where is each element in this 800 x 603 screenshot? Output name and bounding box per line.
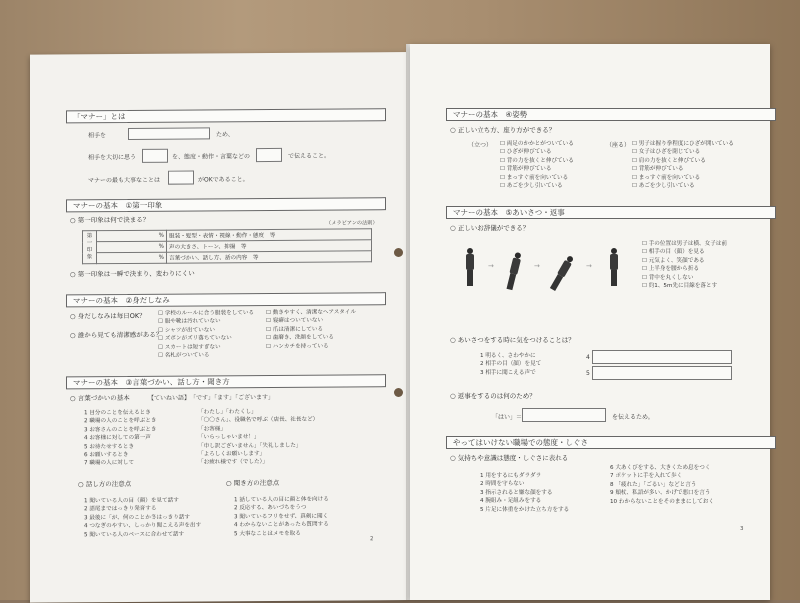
sitting-checklist [632,140,734,190]
checklist-item: ☐ 両足のかかとがついている [500,140,574,148]
sit-label: （座る） [606,142,631,149]
list-item: 「いらっしゃいませ！」 [198,434,260,441]
section-title-first-impression: マナーの基本 ①第一印象 [66,197,386,212]
checklist-item: ☐ 背筋が伸びている [632,165,734,173]
list-item: 1 用をするにもダラダラ [480,473,542,479]
checklist-item: ☐ 寝癖はついていない [266,317,356,326]
bad-behaviors-2 [610,464,714,506]
list-item: 3 お客さんのことを呼ぶとき [84,426,157,434]
answer-box [592,366,732,380]
checklist-item: ☐ 名札がついている [158,351,254,360]
language-expressions [198,408,318,468]
list-item: 6 お願いするとき [84,451,129,459]
question-first-impression: ○ 第一印象は何で決まる？ [70,215,150,225]
blank-box [128,127,210,140]
hai-label: 「はい」＝ [492,414,523,421]
list-item: 2 語尾まではっきり発音する [84,506,157,513]
list-item: 1 目分のことを伝えるとき [84,409,151,417]
list-item: 2 相手の目（顔）を見て [480,361,542,368]
list-item: 5 大事なことはメモを取る [234,530,301,537]
list-item: 1 話している人の目に顔と体を向ける [234,496,329,504]
list-item: 3 聞いているフリをせず、真剣に聞く [234,513,329,521]
bow-checklist [642,240,727,290]
listening-tips-heading: ○ 聞き方の注意点 [226,478,280,488]
checklist-item: ☐ 男子は握り拳程度にひざが開いている [632,140,734,148]
list-item: 3 指示されると嫌な顔をする [480,489,553,496]
list-item: 「申し訳ございません」「失礼しました」 [198,442,302,450]
teinei-line: 【ていねい語】 「です」「ます」「ございます」 [148,393,275,402]
list-item: 2 職場の人のことを呼ぶとき [84,418,157,425]
manner-line3-b: がOKであること。 [198,176,249,184]
manner-line2-a: 相手を大切に思う [88,153,137,162]
bow-figure-light [506,252,523,291]
section-title-posture: マナーの基本 ④姿勢 [446,108,776,121]
section-title-manner: 「マナー」とは [66,108,386,123]
checklist-item: ☐ 動きやすく、清潔なヘアスタイル [266,308,356,317]
list-item: 1 聞いている人の目（顔）を見て話す [84,497,179,505]
checklist-item: ☐ あごを少し引いている [632,182,734,190]
attitude-note: ○ 気持ちや意識は態度・しぐさに表れる [450,454,569,462]
question-reply: ○ 返事をするのは何のため？ [450,392,536,400]
pct-cell: % [97,230,167,241]
checklist-item: ☐ 上半身を腰から折る [642,265,727,273]
question-language: ○ 言葉づかいの基本 [70,393,130,403]
list-item: 「お客様」 [198,426,226,433]
list-item: 「〇〇さん」、役職名で呼ぶ（店長、社長など） [198,417,319,424]
checklist-item: ☐ 背中を丸くしない [642,274,727,282]
blank-box [256,148,282,162]
list-item: 4 わからないことがあったら質問する [234,521,329,529]
arrow-icon: → [534,262,540,270]
question-cleanliness: ○ 誰から見ても清潔感がある？ [70,330,163,340]
blank-box [168,171,194,185]
question-greeting-tips: ○ あいさつをする時に気をつけることは？ [450,336,575,344]
arrow-icon: → [488,262,494,270]
table-side-label: 第一印象 [83,231,97,264]
blank-box [142,149,168,163]
question-bow: ○ 正しいお辞儀ができる？ [450,224,530,232]
list-item: 5 聞いている人のペースに合わせて話す [84,531,185,538]
list-item: 2 時間を守らない [480,481,525,488]
manner-line1-prefix: 相手を [88,132,107,140]
checklist-item: ☐ まっすぐ前を向いている [632,174,734,182]
grooming-checklist-1 [158,309,254,360]
page-number: 2 [370,536,374,543]
binder-hole [394,248,403,257]
checklist-item: ☐ 背筋が伸びている [500,165,574,173]
page-number: 3 [740,526,744,532]
speaking-tips [84,496,201,539]
checklist-item: ☐ 相手の目（顔）を見る [642,248,727,256]
impression-row: 言葉づかい、話し方、話の内容 等 [167,251,372,263]
hai-suffix: を伝えるため。 [612,414,654,421]
checklist-item: ☐ まっすぐ前を向いている [500,174,574,182]
answer-box [592,350,732,364]
checklist-item: ☐ 元気よく、笑顔である [642,257,727,265]
list-item: 「お疲れ様です（でした）」 [198,459,268,466]
section-title-grooming: マナーの基本 ②身だしなみ [66,292,386,307]
checklist-item: ☐ シャツが出ていない [158,326,254,335]
checklist-item: ☐ 手の位置は男子は横、女子は前 [642,240,727,248]
list-item: 2 反応する、あいづちをうつ [234,505,307,512]
listening-tips [234,496,329,539]
list-item: 10 わからないことをそのままにしておく [610,498,714,505]
tip-number-5: 5 [586,370,590,377]
section-title-greeting: マナーの基本 ⑤あいさつ・返事 [446,206,776,219]
checklist-item: ☐ 肩の力を抜くと伸びている [632,157,734,165]
list-item: 9 頬杖、私語が多い、かげで悪口を言う [610,490,711,497]
first-impression-table [82,228,372,264]
pct-cell: % [97,252,167,263]
impression-row: 服装・髪型・表情・視線・動作・態度 等 [167,229,372,241]
question-grooming-daily: ○ 身だしなみは毎日OK？ [70,311,146,321]
checklist-item: ☐ あごを少し引いている [500,182,574,190]
greeting-tips [480,352,541,377]
list-item: 5 片足に体重をかけた立ち方をする [480,506,570,513]
checklist-item: ☐ 約1、5m先に目線を落とす [642,282,727,290]
list-item: 「わたし」「わたくし」 [198,409,257,416]
manner-line2-b: を、態度・動作・言葉などの [172,153,251,161]
checklist-item: ☐ ズボンがズリ落ちていない [158,334,254,343]
list-item: 8 「疲れた」「ごるい」などと言う [610,481,697,488]
manner-line1-suffix: ため、 [216,131,234,139]
checklist-item: ☐ 服や靴は汚れていない [158,317,254,326]
list-item: 3 最後に「が、何のことか冬はっきり話す [84,514,191,522]
checklist-item: ☐ 学校のルールに合う服装をしている [158,309,254,318]
first-impression-note: ○ 第一印象は一瞬で決まり、変わりにくい [70,269,195,279]
bow-figure-return [610,248,618,286]
bad-behaviors-1 [480,472,569,514]
list-item: 3 相手に聞こえる声で [480,369,536,376]
checklist-item: ☐ 爪は清潔にしている [266,325,356,334]
speaking-tips-heading: ○ 話し方の注意点 [78,479,132,489]
pct-cell: % [97,241,167,252]
checklist-item: ☐ ハンカチを持っている [266,342,356,351]
list-item: 「よろしくお願いします」 [198,451,266,458]
question-posture: ○ 正しい立ち方、座り方ができる？ [450,126,556,134]
impression-row: 声の大きさ、トーン、抑揚 等 [167,240,372,252]
list-item: 6 大あくびをする、大きくため息をつく [610,465,711,471]
checklist-item: ☐ 女子はひざを閉じている [632,148,734,156]
arrow-icon: → [586,262,592,270]
list-item: 7 職場の人に対して [84,460,135,467]
list-item: 4 腕組み・足組みをする [480,498,542,505]
checklist-item: ☐ スカートは短すぎない [158,343,254,352]
manner-line2-c: で伝えること。 [288,152,331,160]
mehrabian-note: （メラビアンの法則） [326,220,378,227]
manner-line3-a: マナーの最も大事なことは [88,176,161,185]
stand-label: （立つ） [468,142,493,149]
tip-number-4: 4 [586,354,590,361]
list-item: 4 お客様に対しての第一声 [84,435,151,442]
list-item: 1 明るく、さわやかに [480,353,536,359]
right-page [410,44,770,600]
list-item: 7 ポケットに手を入れて歩く [610,473,683,480]
list-item: 4 つなぎのやすい、しっかり聞こえる声を出す [84,522,202,530]
section-title-bad-behavior: やってはいけない職場での態度・しぐさ [446,436,776,449]
grooming-checklist-2 [266,308,356,351]
bow-figure-deep [549,255,575,292]
language-situations [84,409,156,468]
checklist-item: ☐ 背の力を抜くと伸びている [500,157,574,165]
binder-hole [394,388,403,397]
answer-box [522,408,606,422]
left-page [30,52,410,603]
bow-figure-standing [466,248,474,286]
standing-checklist [500,140,574,190]
section-title-speech: マナーの基本 ③言葉づかい、話し方・聞き方 [66,374,386,389]
checklist-item: ☐ 歯磨き、洗顔をしている [266,334,356,343]
list-item: 5 お待たせするとき [84,443,135,450]
checklist-item: ☐ ひざが伸びている [500,148,574,156]
